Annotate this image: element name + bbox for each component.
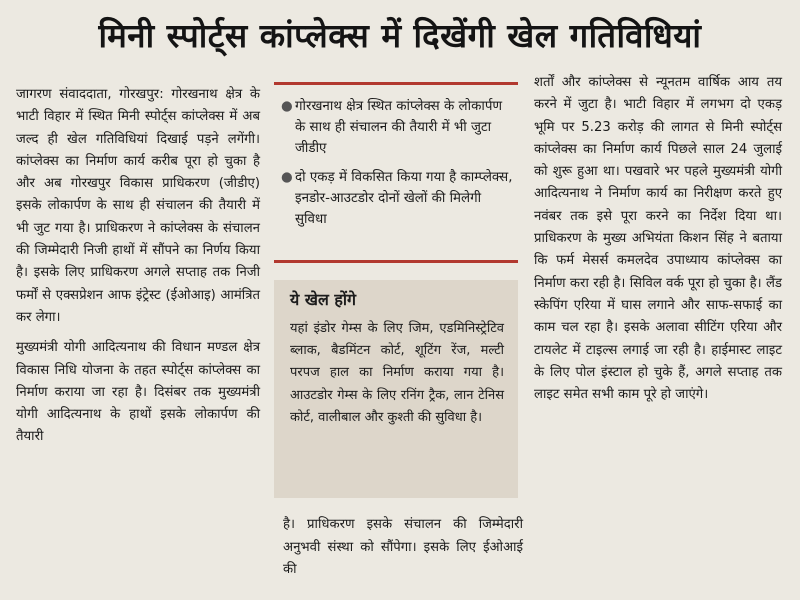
highlight-top-rule: [274, 82, 518, 85]
article-column-middle-continuation: है। प्राधिकरण इसके संचालन की जिम्मेदारी अनुभवी संस्था को सौंपेगा। इसके लिए ईओआई की: [283, 517, 523, 578]
article-column-left: [16, 84, 260, 449]
headline: मिनी स्पोर्ट्स कांप्लेक्स में दिखेंगी खेल गतिविधियां: [98, 16, 702, 55]
highlight-bullet-item: ● दो एकड़ में विकसित किया गया है काम्प्लेक्स, इनडोर-आउटडोर दोनों खेलों की मिलेगी सुविधा: [281, 167, 513, 230]
highlight-bullets: [281, 96, 513, 238]
box-title: ये खेल होंगे: [290, 290, 357, 309]
bullet-icon: ●: [281, 99, 293, 114]
sports-facilities-box: [274, 280, 518, 498]
highlight-bottom-rule: [274, 260, 518, 263]
bullet-icon: ●: [281, 170, 293, 185]
box-text: यहां इंडोर गेम्स के लिए जिम, एडमिनिस्ट्रेटिव ब्लाक, बैडमिंटन कोर्ट, शूटिंग रेंज, मल्टी परपज हाल का निर्माण कराया गया है। आउटडोर गेम्स के लिए रनिंग ट्रैक, लान टेनिस कोर्ट, वालीबाल और कुश्ती की सुविधा है।: [290, 321, 504, 425]
paragraph-intro: जागरण संवाददाता, गोरखपुर: गोरखनाथ क्षेत्र के भाटी विहार में स्थित मिनी स्पोर्ट्स कांप्लेक्स में अब जल्द ही खेल गतिविधियां दिखाई पड़ने लगेंगी। कांप्लेक्स का निर्माण कार्य करीब पूरा हो चुका है और अब गोरखपुर विकास प्राधिकरण (जीडीए) इसके लोकार्पण के साथ ही संचालन की तैयारी में भी जुट गया है। प्राधिकरण ने कांप्लेक्स के संचालन की जिम्मेदारी निजी हाथों में सौंपने का निर्णय किया है। इसके लिए प्राधिकरण अगले सप्ताह तक निजी फर्मों से एक्सप्रेशन आफ इंट्रेस्ट (ईओआइ) आमंत्रित कर लेगा।: [16, 87, 260, 325]
highlight-bullet-item: ● गोरखनाथ क्षेत्र स्थित कांप्लेक्स के लोकार्पण के साथ ही संचालन की तैयारी में भी जुटा जीडीए: [281, 96, 513, 159]
article-column-right: [534, 72, 782, 406]
paragraph-cm-scheme: मुख्यमंत्री योगी आदित्यनाथ की विधान मण्डल क्षेत्र विकास निधि योजना के तहत स्पोर्ट्स कांप्लेक्स का निर्माण कराया जा रहा है। दिसंबर तक मुख्यमंत्री योगी आदित्यनाथ के हाथों इसके लोकार्पण की तैयारी: [16, 340, 260, 445]
paragraph-right: शर्तों और कांप्लेक्स से न्यूनतम वार्षिक आय तय करने में जुटा है। भाटी विहार में लगभग दो एकड़ भूमि पर 5.23 करोड़ की लागत से मिनी स्पोर्ट्स कांप्लेक्स का निर्माण कार्य पिछले साल 24 जुलाई को शुरू हुआ था। पखवारे भर पहले मुख्यमंत्री योगी आदित्यनाथ ने निर्माण कार्य का निरीक्षण करते हुए नवंबर तक इसे पूरा करने का निर्देश दिया था। प्राधिकरण के मुख्य अभियंता किशन सिंह ने बताया कि फर्म मेसर्स कमलदेव उपाध्याय कांप्लेक्स का निर्माण करा रही है। सिविल वर्क पूरा हो चुका है। लैंड स्केपिंग एरिया में घास लगाने और साफ-सफाई का काम चल रहा है। इसके अलावा सीटिंग एरिया और टायलेट में टाइल्स लगाई जा रही है। हाईमास्ट लाइट के लिए पोल इंस्टाल हो चुके हैं, अगले सप्ताह तक लाइट समेत सभी काम पूरे हो जाएंगे।: [534, 75, 782, 403]
